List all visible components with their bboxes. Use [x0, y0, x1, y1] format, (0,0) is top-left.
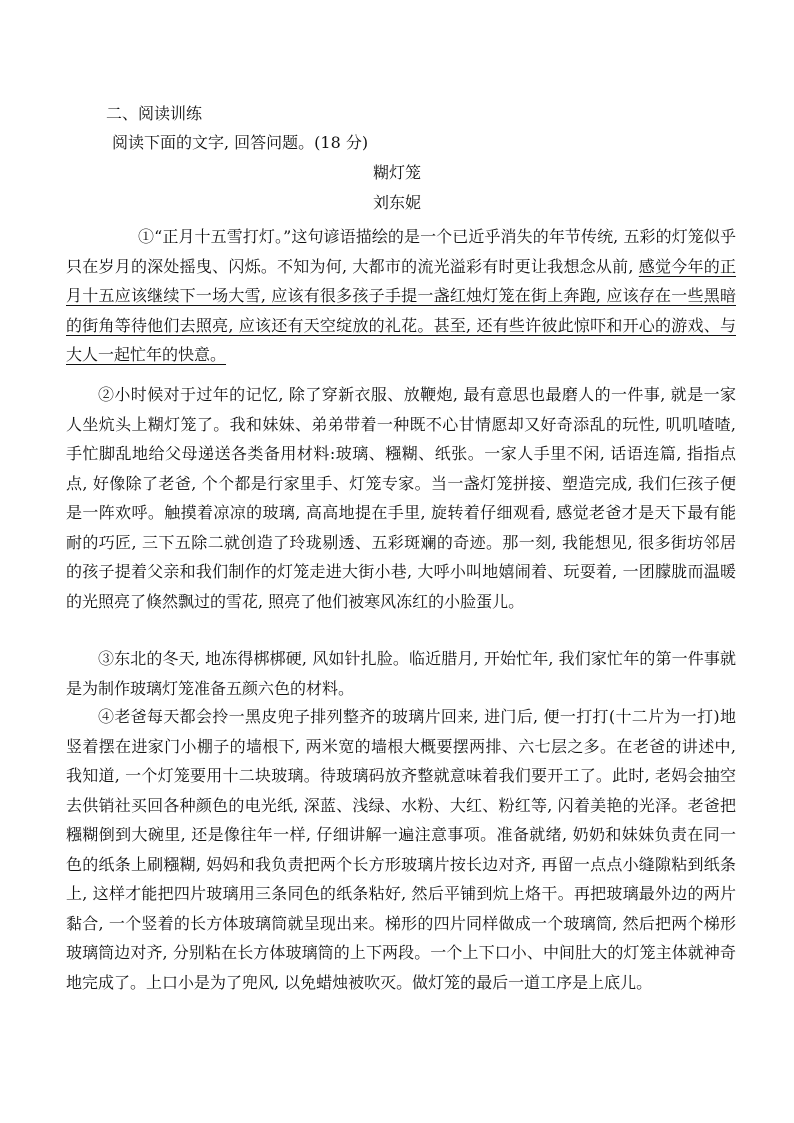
paragraph-1: [66, 222, 736, 370]
article-title: 糊灯笼: [372, 163, 421, 182]
paragraph-4: ④老爸每天都会拎一黑皮兜子排列整齐的玻璃片回来, 进门后, 便一打打(十二片为一打)地竖着摆在进家门小棚子的墙根下, 两米宽的墙根大概要摆两排、六七层之多。在老爸的讲述中, 我知道, 一个灯笼要用十二块玻璃。待玻璃码放齐整就意味着我们要开工了。此时, 老妈会抽空去供销社买回各种颜色的电光纸, 深蓝、浅绿、水粉、大红、粉红等, 闪着美艳的光泽。老爸把糨糊倒到大碗里, 还是像往年一样, 仔细讲解一遍注意事项。准备就绪, 奶奶和妹妹负责在同一色的纸条上刷糨糊, 妈妈和我负责把两个长方形玻璃片按长边对齐, 再留一点点小缝隙粘到纸条上, 这样才能把四片玻璃用三条同色的纸条粘好, 然后平铺到炕上烙干。再把玻璃最外边的两片黏合, 一个竖着的长方体玻璃筒就呈现出来。梯形的四片同样做成一个玻璃筒, 然后把两个梯形玻璃筒边对齐, 分别粘在长方体玻璃筒的上下两段。一个上下口小、中间肚大的灯笼主体就神奇地完成了。上口小是为了兜风, 以免蜡烛被吹灭。做灯笼的最后一道工序是上底儿。: [66, 707, 736, 992]
article-author: 刘东妮: [372, 193, 421, 212]
paragraph-1-underlined-text: 感觉今年的正月十五应该继续下一场大雪, 应该有很多孩子手提一盏红烛灯笼在街上奔跑, 应该存在一些黑暗的街角等待他们去照亮, 应该还有天空绽放的礼花。甚至, 还有些许彼此惊吓和开心的游戏、与大人一起忙年的快意。: [66, 256, 736, 364]
paragraph-1-text: ①“正月十五雪打灯。”这句谚语描绘的是一个已近乎消失的年节传统, 五彩的灯笼似乎只在岁月的深处摇曳、闪烁。不知为何, 大都市的流光溢彩有时更让我想念从前,: [66, 227, 736, 276]
paragraph-2: ②小时候对于过年的记忆, 除了穿新衣服、放鞭炮, 最有意思也最磨人的一件事, 就是一家人坐炕头上糊灯笼了。我和妹妹、弟弟带着一种既不心甘情愿却又好奇添乱的玩性, 叽叽喳喳, 手忙脚乱地给父母递送各类备用材料:玻璃、糨糊、纸张。一家人手里不闲, 话语连篇, 指指点点, 好像除了老爸, 个个都是行家里手、灯笼专家。当一盏灯笼拼接、塑造完成, 我们仨孩子便是一阵欢呼。触摸着凉凉的玻璃, 高高地提在手里, 旋转着仔细观看, 感觉老爸才是天下最有能耐的巧匠, 三下五除二就创造了玲珑剔透、五彩斑斓的奇迹。那一刻, 我能想见, 很多街坊邻居的孩子提着父亲和我们制作的灯笼走进大街小巷, 大呼小叫地嬉闹着、玩耍着, 一团朦胧而温暖的光照亮了倏然飘过的雪花, 照亮了他们被寒风冻红的小脸蛋儿。: [66, 385, 736, 611]
paragraph-3: ③东北的冬天, 地冻得梆梆硬, 风如针扎脸。临近腊月, 开始忙年, 我们家忙年的第一件事就是为制作玻璃灯笼准备五颜六色的材料。: [66, 649, 736, 698]
reading-instruction: 阅读下面的文字, 回答问题。(18 分): [112, 133, 369, 152]
section-heading: 二、阅读训练: [106, 104, 203, 123]
